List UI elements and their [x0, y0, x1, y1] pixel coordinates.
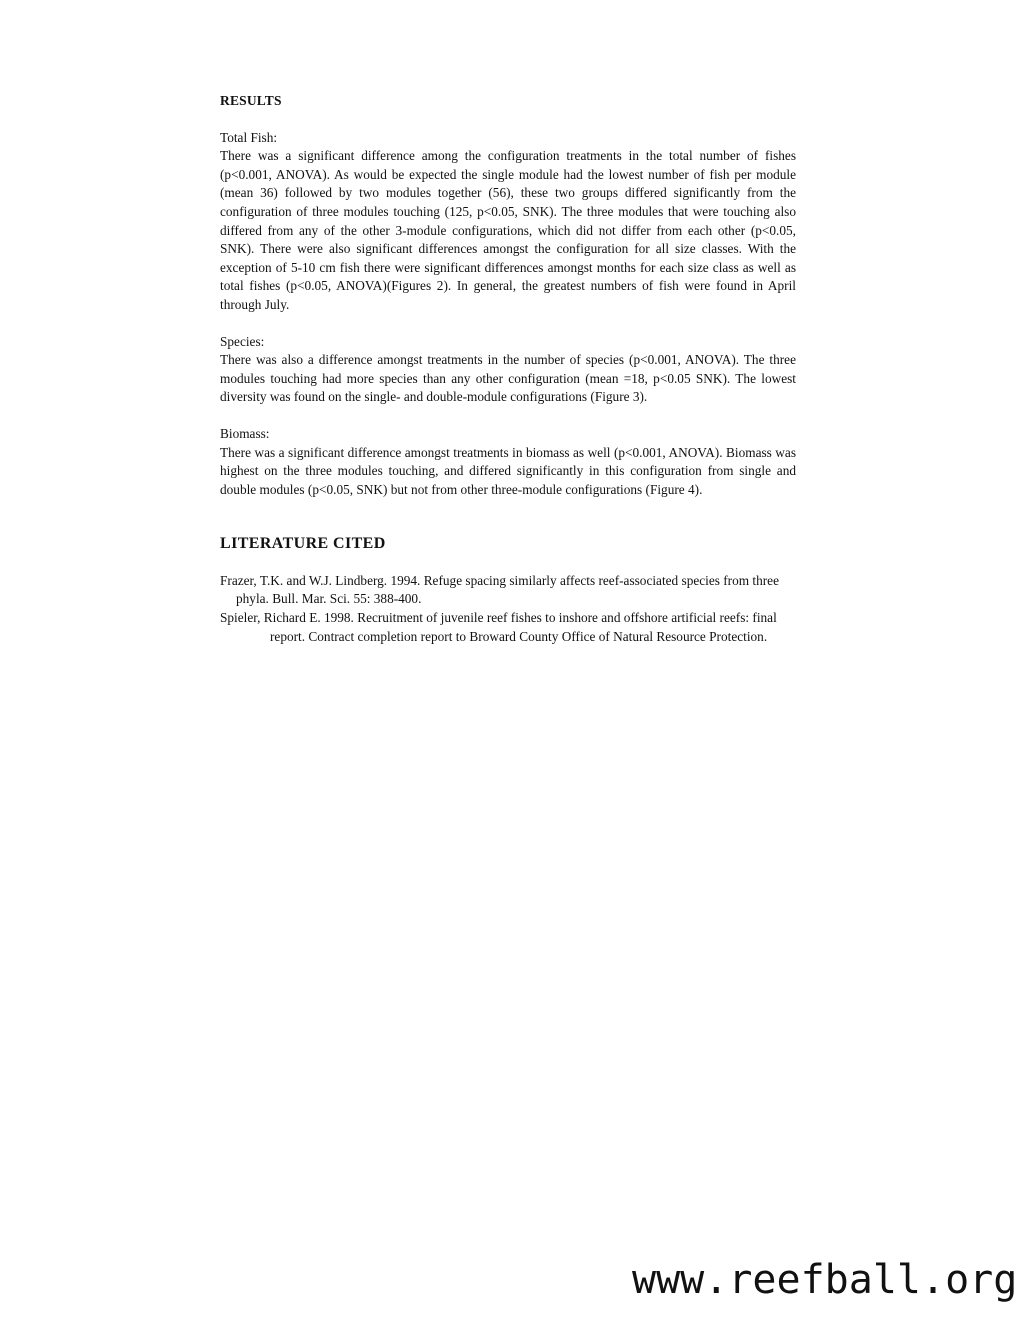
biomass-section	[220, 425, 796, 499]
biomass-label: Biomass:	[220, 425, 270, 441]
species-label: Species:	[220, 333, 265, 349]
literature-cited-heading: LITERATURE CITED	[220, 535, 386, 553]
total-fish-section	[220, 129, 796, 315]
biomass-paragraph: There was a significant difference amongst treatments in biomass as well (p<0.001, ANOVA). Biomass was highest on the three modules touching, and differed significantly in this configuration from single and double modules (p<0.05, SNK) but not from other three-module configurations (Figure 4).	[220, 444, 796, 497]
reefball-watermark: www.reefball.org	[632, 1257, 1018, 1303]
species-paragraph: There was also a difference amongst treatments in the number of species (p<0.001, ANOVA). The three modules touching had more species than any other configuration (mean =18, p<0.05 SNK). The lowest diversity was found on the single- and double-module configurations (Figure 3).	[220, 352, 796, 405]
total-fish-paragraph: There was a significant difference among the configuration treatments in the total number of fishes (p<0.001, ANOVA). As would be expected the single module had the lowest number of fish per module (mean 36) followed by two modules together (56), these two groups differed significantly from the configuration of three modules touching (125, p<0.05, SNK). The three modules that were touching also differed from any of the other 3-module configurations, which did not differ from each other (p<0.05, SNK). There were also significant differences amongst the configuration for all size classes. With the exception of 5-10 cm fish there were significant differences amongst months for each size class as well as total fishes (p<0.05, ANOVA)(Figures 2). In general, the greatest numbers of fish were found in April through July.	[220, 148, 796, 312]
page-content	[220, 92, 796, 646]
reference-spieler: Spieler, Richard E. 1998. Recruitment of juvenile reef fishes to inshore and offshore artificial reefs: final report. Contract completion report to Broward County Office of Natural Resource Protection.	[220, 610, 777, 644]
total-fish-label: Total Fish:	[220, 129, 278, 145]
reference-frazer: Frazer, T.K. and W.J. Lindberg. 1994. Refuge spacing similarly affects reef-associated species from three phyla. Bull. Mar. Sci. 55: 388-400.	[220, 572, 779, 607]
species-section	[220, 333, 796, 407]
results-heading: RESULTS	[220, 93, 282, 108]
